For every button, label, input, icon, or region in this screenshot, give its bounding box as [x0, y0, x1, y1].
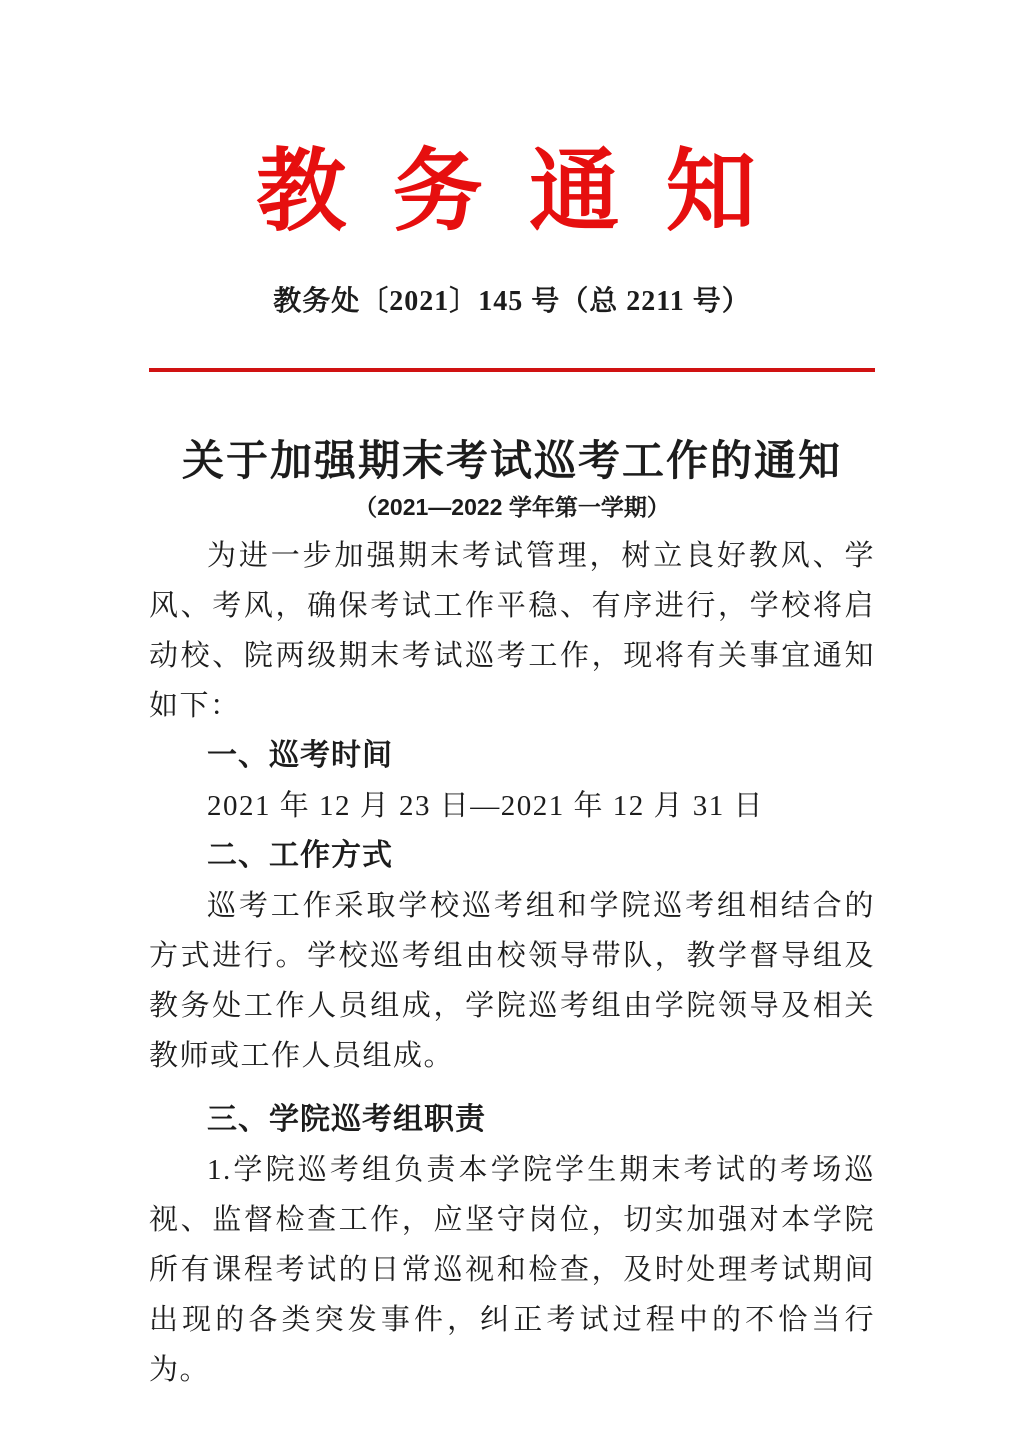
masthead-title: 教 务 通 知: [256, 143, 768, 242]
notice-subtitle: （2021—2022 学年第一学期）: [354, 494, 670, 520]
doc-number: 教务处〔2021〕145 号（总 2211 号）: [273, 286, 751, 317]
section-content-2: 巡考工作采取学校巡考组和学院巡考组相结合的方式进行。学校巡考组由校领导带队，教学督导组及教务处工作人员组成，学院巡考组由学院领导及相关教师或工作人员组成。: [149, 890, 875, 1072]
red-divider-line: [149, 368, 875, 372]
section-heading-2: 二、工作方式: [207, 839, 393, 872]
section-heading-3: 三、学院巡考组职责: [207, 1103, 486, 1136]
notice-body: [149, 437, 875, 1395]
section-heading-1: 一、巡考时间: [207, 739, 393, 772]
intro-paragraph: 为进一步加强期末考试管理，树立良好教风、学风、考风，确保考试工作平稳、有序进行，学校将启动校、院两级期末考试巡考工作，现将有关事宜通知如下：: [149, 540, 875, 722]
section-content-1: 2021 年 12 月 23 日—2021 年 12 月 31 日: [207, 790, 765, 822]
masthead: [0, 143, 1024, 372]
notice-title: 关于加强期末考试巡考工作的通知: [181, 437, 842, 484]
notice-paragraphs: [149, 531, 875, 1395]
section-content-3: 1.学院巡考组负责本学院学生期末考试的考场巡视、监督检查工作，应坚守岗位，切实加强对本学院所有课程考试的日常巡视和检查，及时处理考试期间出现的各类突发事件，纠正考试过程中的不恰当行为。: [149, 1154, 875, 1386]
